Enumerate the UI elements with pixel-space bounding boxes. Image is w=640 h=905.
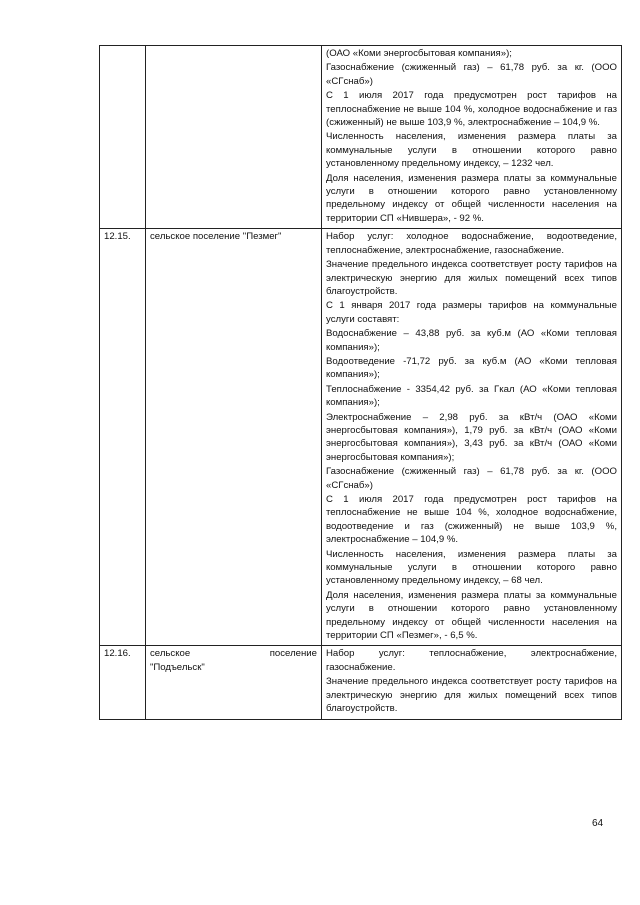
- paragraph: Значение предельного индекса соответствует росту тарифов на электрическую энергию для жилых помещений всех типов благоустройств.: [326, 259, 617, 297]
- settlement-name-word: поселение: [269, 648, 317, 660]
- settlement-name: сельское поселение "Пезмег": [146, 229, 322, 646]
- paragraph: С 1 июля 2017 года предусмотрен рост тарифов на теплоснабжение не выше 104 %, холодное водоснабжение, водоотведение и газ (сжиженный) не выше 103,9 %, электроснабжение – 104,9 %.: [326, 494, 617, 546]
- table-row: [100, 46, 622, 229]
- row-number: [100, 46, 146, 229]
- paragraph: С 1 июля 2017 года предусмотрен рост тарифов на теплоснабжение не выше 104 %, холодное водоснабжение и газ (сжиженный) не выше 103,9 %, электроснабжение – 104,9 %.: [326, 90, 617, 129]
- tariff-table: [99, 45, 622, 720]
- paragraph: Теплоснабжение - 3354,42 руб. за Гкал (АО «Коми тепловая компания»);: [326, 383, 617, 409]
- tariff-description: [322, 229, 622, 646]
- paragraph: (ОАО «Коми энергосбытовая компания»);: [326, 48, 512, 59]
- settlement-name-line1: [150, 647, 317, 660]
- table-row: [100, 646, 622, 719]
- tariff-description: [322, 46, 622, 229]
- paragraph: Доля населения, изменения размера платы за коммунальные услуги в отношении которого равно установленному предельному индексу от общей численности населения на территории СП «Нившера», - 92 %.: [326, 172, 617, 224]
- paragraph: С 1 января 2017 года размеры тарифов на коммунальные услуги составят:: [326, 300, 617, 325]
- settlement-name-line2: "Подъельск": [150, 661, 205, 673]
- settlement-name-word: сельское: [150, 648, 191, 660]
- paragraph: Набор услуг: холодное водоснабжение, водоотведение, теплоснабжение, электроснабжение, газоснабжение.: [326, 231, 617, 256]
- paragraph: Газоснабжение (сжиженный газ) – 61,78 руб. за кг. (ООО «СГснаб»): [326, 62, 617, 87]
- paragraph: Численность населения, изменения размера платы за коммунальные услуги в отношении которого равно установленному предельному индексу, – 68 чел.: [326, 548, 617, 587]
- paragraph: Численность населения, изменения размера платы за коммунальные услуги в отношении которого равно установленному предельному индексу, – 1232 чел.: [326, 131, 617, 170]
- row-number: 12.16.: [100, 646, 146, 719]
- paragraph: Доля населения, изменения размера платы за коммунальные услуги в отношении которого равно установленному предельному индексу от общей численности населения на территории СП «Пезмег», - 6,5 %.: [326, 589, 617, 642]
- settlement-name: [146, 646, 322, 719]
- paragraph: Водоснабжение – 43,88 руб. за куб.м (АО «Коми тепловая компания»);: [326, 328, 617, 353]
- row-number: 12.15.: [100, 229, 146, 646]
- table-row: [100, 229, 622, 646]
- tariff-description: [322, 646, 622, 719]
- settlement-name: [146, 46, 322, 229]
- paragraph: Газоснабжение (сжиженный газ) – 61,78 руб. за кг. (ООО «СГснаб»): [326, 466, 617, 491]
- paragraph: Водоотведение -71,72 руб. за куб.м (АО «Коми тепловая компания»);: [326, 355, 617, 381]
- paragraph: Набор услуг: теплоснабжение, электроснабжение, газоснабжение.: [326, 648, 617, 673]
- paragraph: Значение предельного индекса соответствует росту тарифов на электрическую энергию для жилых помещений всех типов благоустройств.: [326, 676, 617, 715]
- paragraph: Электроснабжение – 2,98 руб. за кВт/ч (ОАО «Коми энергосбытовая компания»), 1,79 руб. за кВт/ч (ОАО «Коми энергосбытовая компания»), 3,43 руб. за кВт/ч (ОАО «Коми энергосбытовая компания»);: [326, 411, 617, 463]
- page-number: 64: [592, 818, 604, 829]
